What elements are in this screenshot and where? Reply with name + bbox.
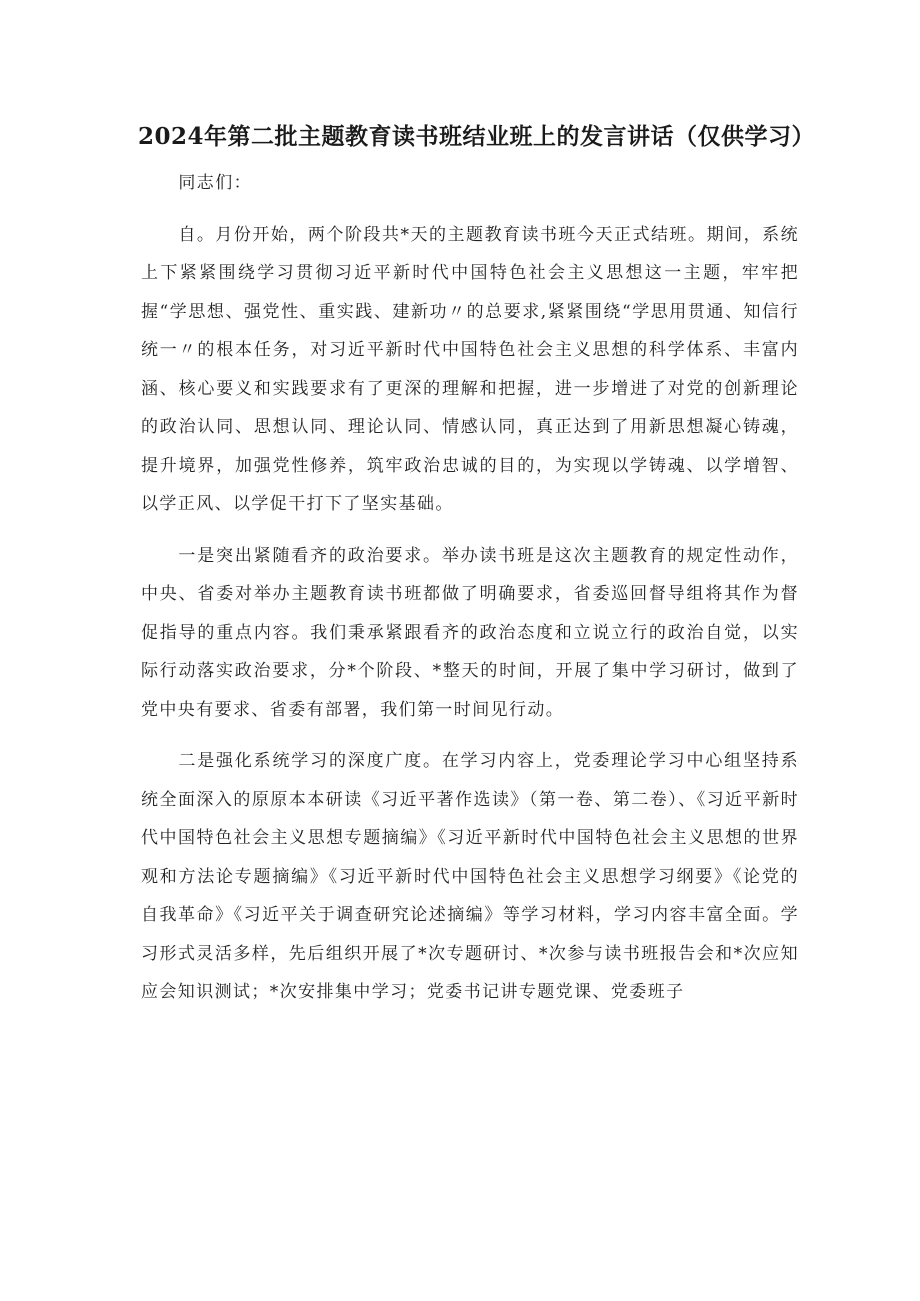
paragraph-intro: 自。月份开始，两个阶段共*天的主题教育读书班今天正式结班。期间，系统上下紧紧围绕学习贯彻习近平新时代中国特色社会主义思想这一主题，牢牢把握“学思想、强党性、重实践、建新功〃的总要求,紧紧围绕“学思用贯通、知信行统一〃的根本任务，对习近平新时代中国特色社会主义思想的科学体系、丰富内涵、核心要义和实践要求有了更深的理解和把握，进一步增进了对党的创新理论的政治认同、思想认同、理论认同、情感认同，真正达到了用新思想凝心铸魂，提升境界，加强党性修养，筑牢政治忠诚的目的，为实现以学铸魂、以学增智、以学正风、以学促干打下了坚实基础。 (141, 224, 799, 514)
paragraph-political-requirement: 一是突出紧随看齐的政治要求。举办读书班是这次主题教育的规定性动作，中央、省委对举办主题教育读书班都做了明确要求，省委巡回督导组将其作为督促指导的重点内容。我们秉承紧跟看齐的政治态度和立说立行的政治自觉，以实际行动落实政治要求，分*个阶段、*整天的时间，开展了集中学习研讨，做到了党中央有要求、省委有部署，我们第一时间见行动。 (141, 545, 799, 720)
document-body (141, 164, 799, 1025)
document-title: 2024年第二批主题教育读书班结业班上的发言讲话（仅供学习） (138, 123, 816, 150)
salutation: 同志们： (178, 173, 252, 193)
paragraph-systematic-study: 二是强化系统学习的深度广度。在学习内容上，党委理论学习中心组坚持系统全面深入的原原本本研读《习近平著作选读》（第一卷、第二卷）、《习近平新时代中国特色社会主义思想专题摘编》《习近平新时代中国特色社会主义思想的世界观和方法论专题摘编》《习近平新时代中国特色社会主义思想学习纲要》《论党的自我革命》《习近平关于调查研究论述摘编》等学习材料，学习内容丰富全面。学习形式灵活多样，先后组织开展了*次专题研讨、*次参与读书班报告会和*次应知应会知识测试；*次安排集中学习；党委书记讲专题党课、党委班子 (141, 751, 799, 1002)
